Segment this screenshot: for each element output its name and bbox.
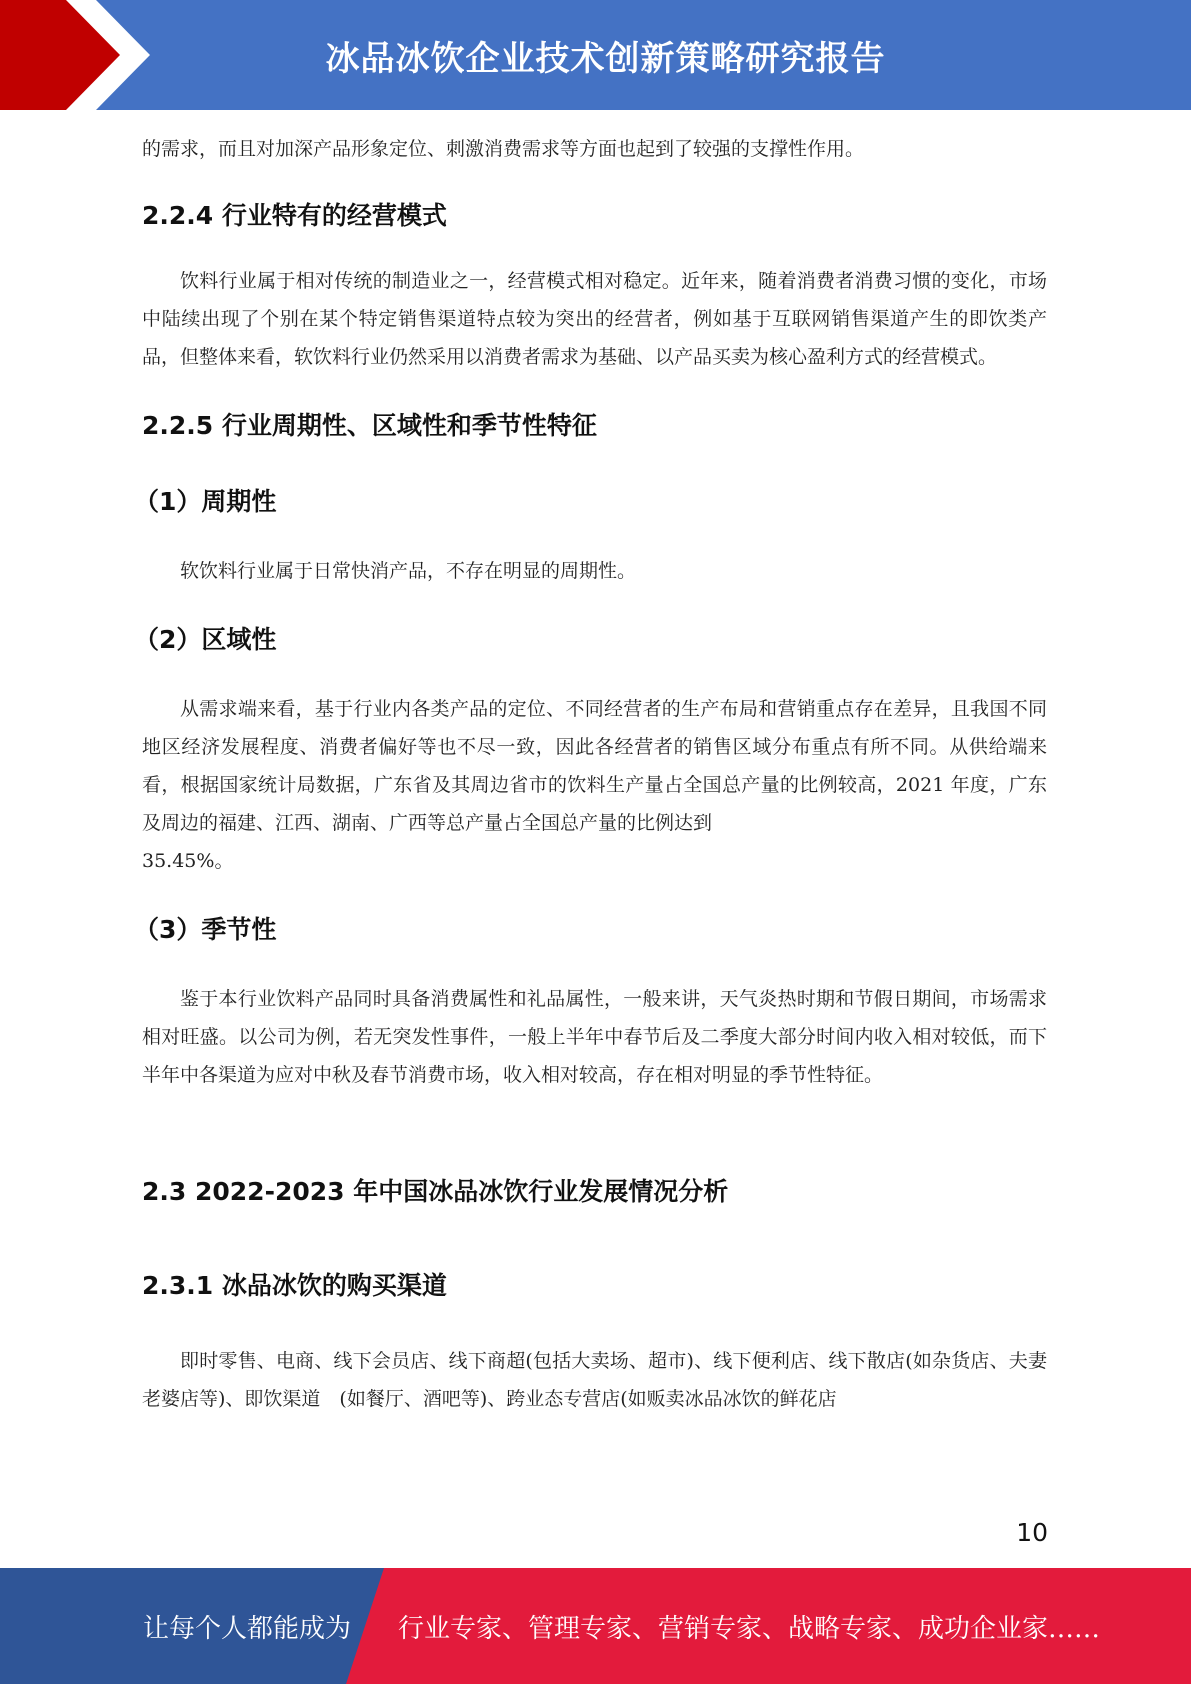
paragraph-regionality: 从需求端来看，基于行业内各类产品的定位、不同经营者的生产布局和营销重点存在差异，且我国不同地区经济发展程度、消费者偏好等也不尽一致，因此各经营者的销售区域分布重点有所不同。从供给端来看，根据国家统计局数据，广东省及其周边省市的饮料生产量占全国总产量的比例较高，2021 年度，广东及周边的福建、江西、湖南、广西等总产量占全国总产量的比例达到 — [142, 698, 1047, 834]
page-header — [0, 0, 1191, 110]
paragraph-intro: 的需求，而且对加深产品形象定位、刺激消费需求等方面也起到了较强的支撑性作用。 — [142, 138, 865, 160]
heading-2-3: 2.3 2022-2023 年中国冰品冰饮行业发展情况分析 — [142, 1177, 729, 1206]
paragraph-regionality-tail: 35.45%。 — [142, 850, 234, 872]
footer-slogan-left: 让每个人都能成为 — [143, 1613, 352, 1644]
footer-slogan-right: 行业专家、管理专家、营销专家、战略专家、成功企业家…… — [398, 1613, 1101, 1644]
paragraph-seasonality: 鉴于本行业饮料产品同时具备消费属性和礼品属性，一般来讲，天气炎热时期和节假日期间，市场需求相对旺盛。以公司为例，若无突发性事件，一般上半年中春节后及二季度大部分时间内收入相对较低，而下半年中各渠道为应对中秋及春节消费市场，收入相对较高，存在相对明显的季节性特征。 — [142, 988, 1047, 1086]
paragraph-cyclicality: 软饮料行业属于日常快消产品，不存在明显的周期性。 — [180, 560, 637, 582]
report-body — [134, 130, 1047, 1418]
paragraph-business-model: 饮料行业属于相对传统的制造业之一，经营模式相对稳定。近年来，随着消费者消费习惯的变化，市场中陆续出现了个别在某个特定销售渠道特点较为突出的经营者，例如基于互联网销售渠道产生的即饮类产品，但整体来看，软饮料行业仍然采用以消费者需求为基础、以产品买卖为核心盈利方式的经营模式。 — [142, 270, 1047, 368]
heading-2-3-1: 2.3.1 冰品冰饮的购买渠道 — [142, 1271, 447, 1300]
paragraph-purchase-channels: 即时零售、电商、线下会员店、线下商超(包括大卖场、超市)、线下便利店、线下散店(如杂货店、夫妻老婆店等)、即饮渠道 (如餐厅、酒吧等)、跨业态专营店(如贩卖冰品冰饮的鲜花店 — [142, 1350, 1047, 1410]
header-title: 冰品冰饮企业技术创新策略研究报告 — [325, 38, 886, 79]
heading-regionality: （2）区域性 — [134, 625, 277, 654]
page-footer — [0, 1568, 1191, 1684]
heading-2-2-5: 2.2.5 行业周期性、区域性和季节性特征 — [142, 411, 597, 440]
heading-seasonality: （3）季节性 — [134, 915, 277, 944]
heading-2-2-4: 2.2.4 行业特有的经营模式 — [142, 201, 447, 230]
page-number: 10 — [1016, 1518, 1048, 1547]
heading-cyclicality: （1）周期性 — [134, 487, 277, 516]
